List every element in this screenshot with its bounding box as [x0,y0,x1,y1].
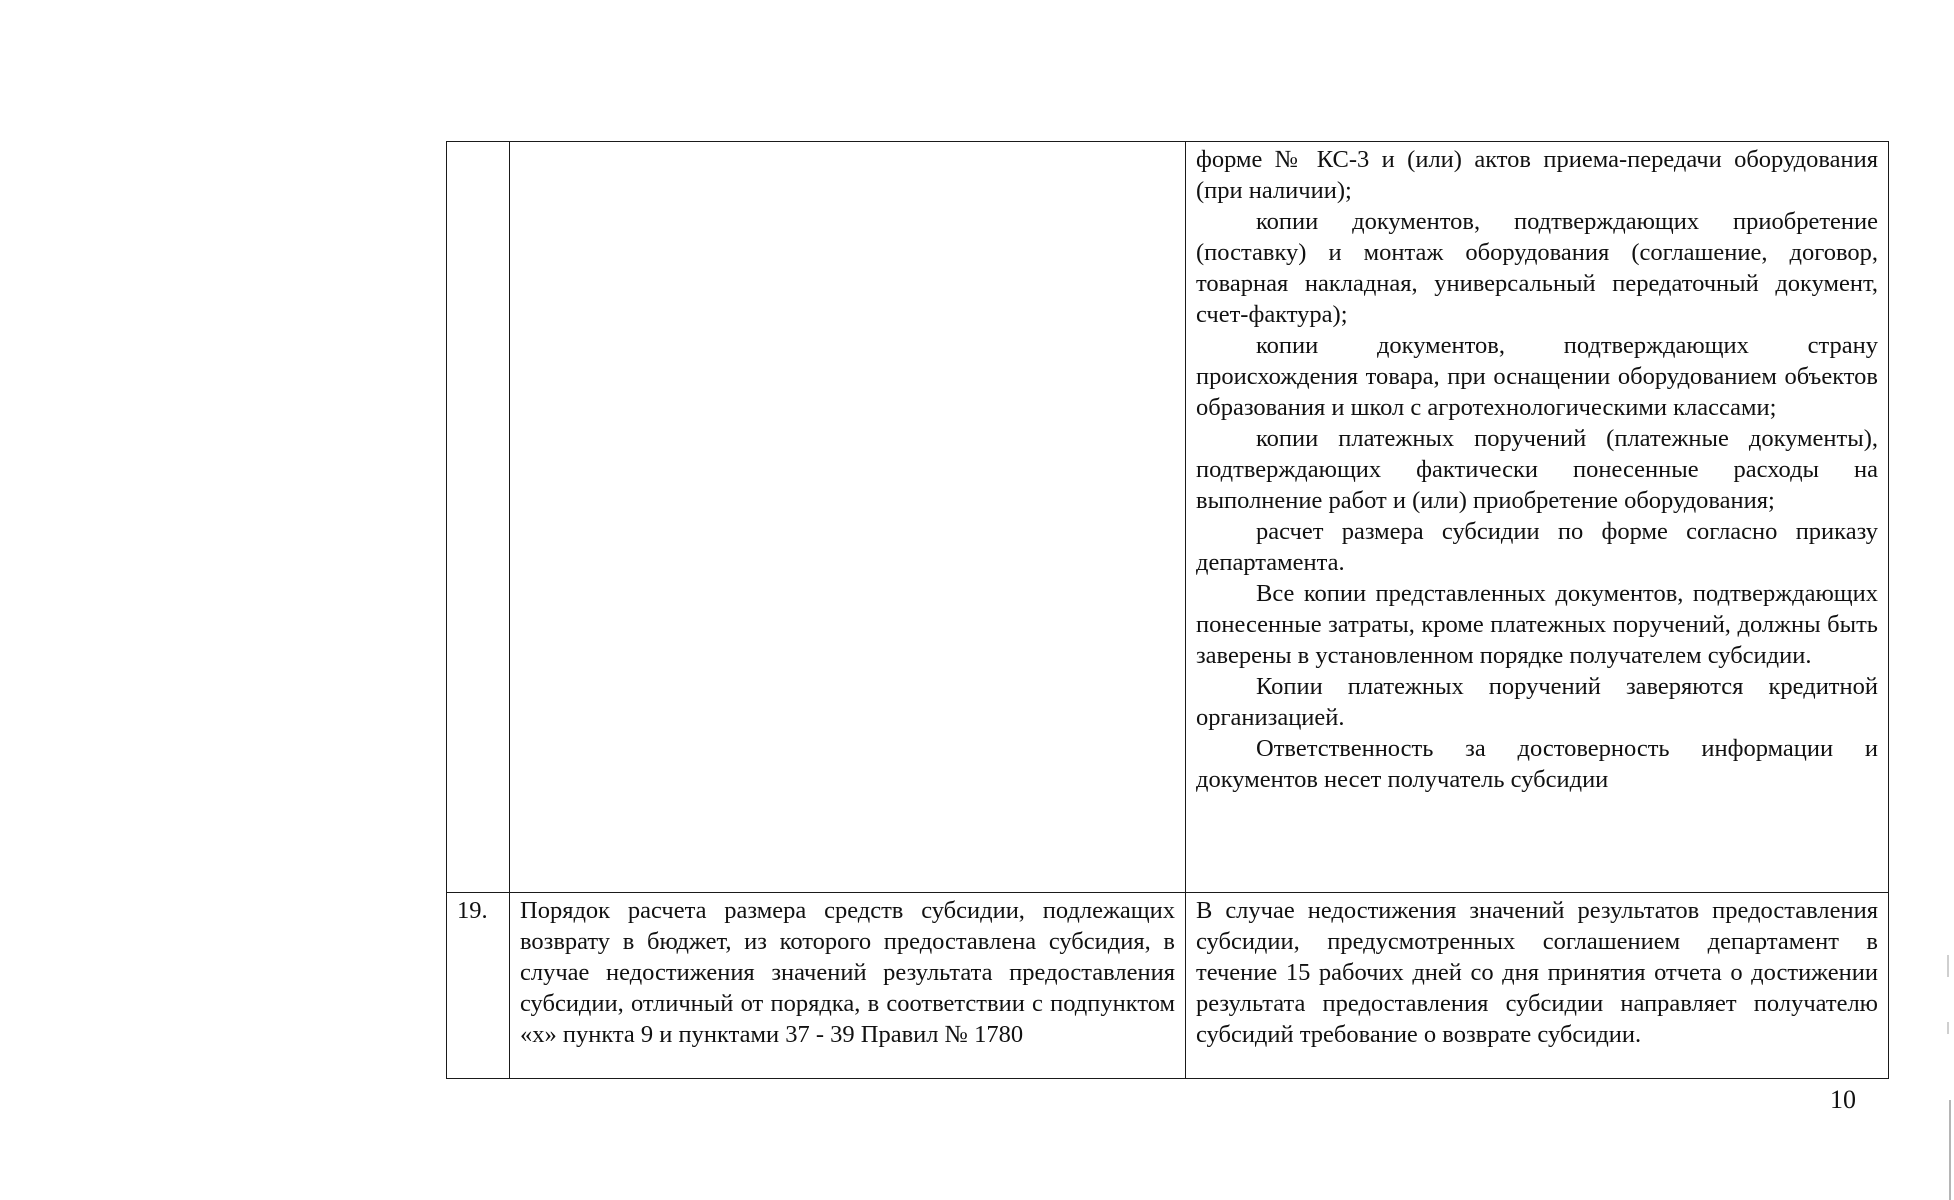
parameter-text [510,142,1185,144]
value-text: В случае недостижения значений результатов предоставления субсидии, предусмотренных соглашением департамент в течение 15 рабочих дней со дня принятия отчета о достижении результата предоставления субсидии направляет получателю субсидий требование о возврате субсидии. [1196,897,1878,1048]
scan-edge-mark [1947,1022,1949,1034]
paragraph: расчет размера субсидии по форме согласно приказу департамента. [1196,518,1878,576]
paragraph: копии документов, подтверждающих страну происхождения товара, при оснащении оборудованием объектов образования и школ с агротехнологическими классами; [1196,332,1878,421]
table-row [447,142,1889,893]
regulation-table [446,141,1889,1079]
row-number: 19. [457,897,488,924]
row-number [447,142,509,144]
paragraph: копии платежных поручений (платежные документы), подтверждающих фактически понесенные расходы на выполнение работ и (или) приобретение оборудования; [1196,425,1878,514]
paragraph: копии документов, подтверждающих приобретение (поставку) и монтаж оборудования (соглашение, договор, товарная накладная, универсальный передаточный документ, счет-фактура); [1196,208,1878,328]
paragraph: форме № КС-3 и (или) актов приема-передачи оборудования (при наличии); [1196,146,1878,204]
parameter-cell [510,142,1186,893]
paragraph: Все копии представленных документов, подтверждающих понесенные затраты, кроме платежных поручений, должны быть заверены в установленном порядке получателем субсидии. [1196,580,1878,669]
value-text-block [1186,142,1888,795]
row-number-cell [447,142,510,893]
row-number-cell [447,893,510,1079]
parameter-text: Порядок расчета размера средств субсидии, подлежащих возврату в бюджет, из которого предоставлена субсидия, в случае недостижения значений результата предоставления субсидии, отличный от порядка, в соответствии с подпунктом «х» пункта 9 и пунктами 37 - 39 Правил № 1780 [520,897,1175,1048]
page-number: 10 [1830,1085,1856,1114]
value-cell [1186,893,1889,1079]
parameter-cell [510,893,1186,1079]
scan-edge-mark [1947,955,1949,977]
table-row [447,893,1889,1079]
value-cell [1186,142,1889,893]
paragraph: Копии платежных поручений заверяются кредитной организацией. [1196,673,1878,731]
scan-edge-mark [1949,1100,1951,1200]
paragraph: Ответственность за достоверность информации и документов несет получатель субсидии [1196,735,1878,793]
